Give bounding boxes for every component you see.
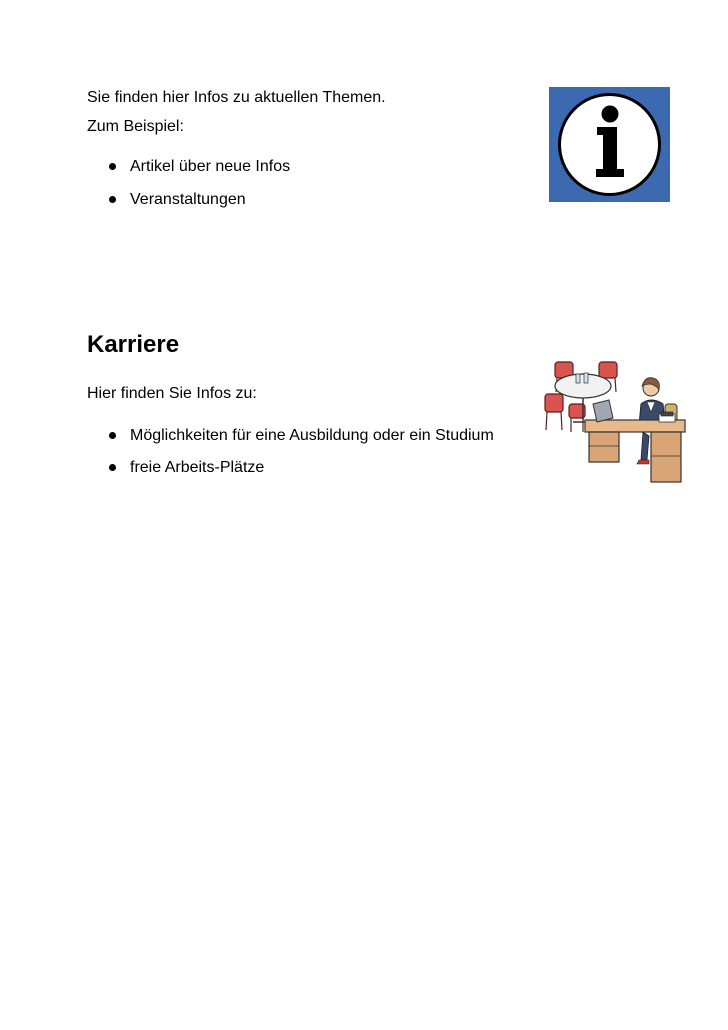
info-icon [549, 87, 670, 202]
bullet-icon [109, 196, 116, 203]
intro-line-2: Zum Beispiel: [87, 118, 184, 135]
list-item-text: Veranstaltungen [130, 191, 246, 208]
bullet-icon [109, 432, 116, 439]
intro-line-1: Sie finden hier Infos zu aktuellen Themen. [87, 89, 386, 106]
section-heading-karriere: Karriere [87, 331, 180, 358]
list-item-text: Möglichkeiten für eine Ausbildung oder ein Studium [130, 427, 494, 444]
karriere-intro: Hier finden Sie Infos zu: [87, 385, 257, 402]
bullet-icon [109, 464, 116, 471]
info-symbol-graphic [549, 87, 670, 202]
list-item-text: freie Arbeits-Plätze [130, 459, 265, 476]
office-desk-illustration [541, 356, 689, 486]
list-item-text: Artikel über neue Infos [130, 158, 291, 175]
bullet-icon [109, 163, 116, 170]
